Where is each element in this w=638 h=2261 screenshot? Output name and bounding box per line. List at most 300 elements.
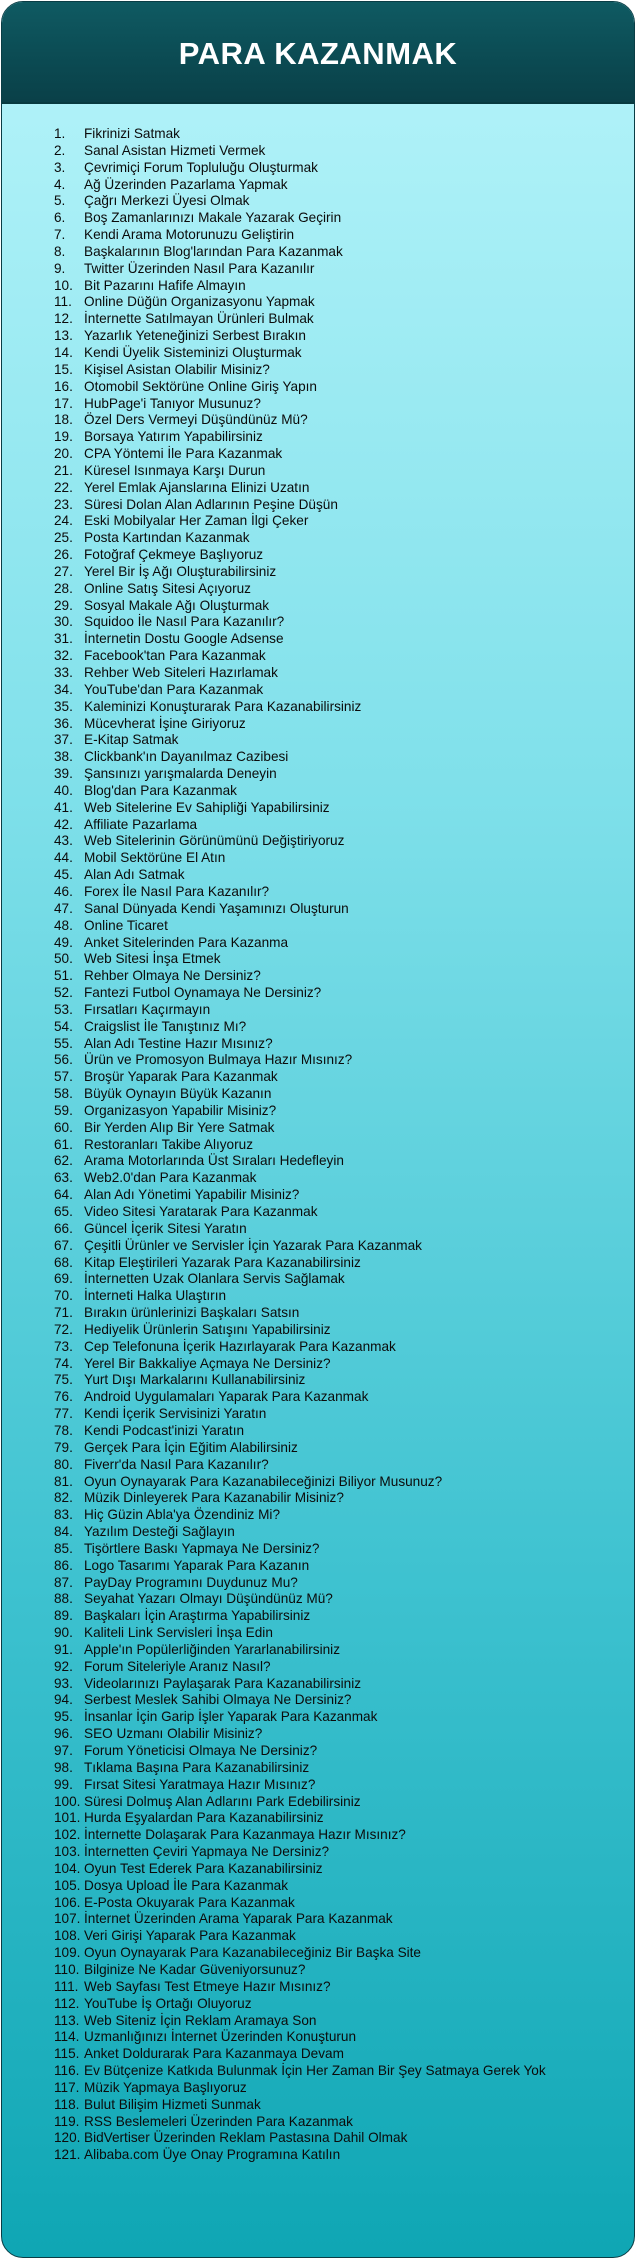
- list-item: [54, 850, 546, 867]
- list-item-number: 22.: [54, 479, 73, 495]
- money-list-panel: [1, 1, 635, 2258]
- list-item-text: Fotoğraf Çekmeye Başlıyoruz: [84, 547, 264, 563]
- list-item-number: 89.: [54, 1608, 73, 1624]
- list-item-number: 44.: [54, 850, 73, 866]
- list-item-text: Mobil Sektörüne El Atın: [84, 850, 226, 866]
- list-item-number: 12.: [54, 311, 73, 327]
- list-item-number: 24.: [54, 513, 73, 529]
- list-item-text: Müzik Dinleyerek Para Kazanabilir Misiniz?: [84, 1490, 344, 1506]
- list-item: [54, 2147, 546, 2164]
- list-item: [54, 665, 546, 682]
- list-item-number: 53.: [54, 1001, 73, 1017]
- list-item: [54, 2046, 546, 2063]
- list-item-number: 80.: [54, 1456, 73, 1472]
- list-item-text: Seyahat Yazarı Olmayı Düşündünüz Mü?: [84, 1591, 333, 1607]
- list-item-text: CPA Yöntemi İle Para Kazanmak: [84, 446, 283, 462]
- list-item: [54, 614, 546, 631]
- list-item-text: Apple'ın Popülerliğinden Yararlanabilirsiniz: [84, 1641, 340, 1657]
- list-item: [54, 732, 546, 749]
- list-item-text: Bit Pazarını Hafife Almayın: [84, 277, 246, 293]
- list-item-number: 77.: [54, 1406, 73, 1422]
- list-item: [54, 1086, 546, 1103]
- list-item: [54, 1844, 546, 1861]
- list-item-text: Yerel Bir Bakkaliye Açmaya Ne Dersiniz?: [84, 1355, 331, 1371]
- list-item: [54, 244, 546, 261]
- list-item-text: Videolarınızı Paylaşarak Para Kazanabilirsiniz: [84, 1675, 362, 1691]
- list-item: [54, 1928, 546, 1945]
- list-item-number: 64.: [54, 1187, 73, 1203]
- list-item-text: Forum Yöneticisi Olmaya Ne Dersiniz?: [84, 1743, 318, 1758]
- list-item-number: 69.: [54, 1271, 73, 1287]
- list-item-number: 1.: [54, 126, 66, 141]
- list-item-number: 39.: [54, 766, 73, 782]
- list-item-number: 63.: [54, 1170, 73, 1186]
- list-item-text: Web Sitesi İnşa Etmek: [84, 951, 221, 967]
- list-item: [54, 1322, 546, 1339]
- list-item-number: 93.: [54, 1675, 73, 1691]
- list-item: [54, 901, 546, 918]
- list-item-number: 73.: [54, 1338, 73, 1354]
- list-item: [54, 2114, 546, 2131]
- list-item-text: Restoranları Takibe Alıyoruz: [84, 1136, 253, 1152]
- list-item: [54, 648, 546, 665]
- list-item: [54, 1221, 546, 1238]
- list-item-text: Bilginize Ne Kadar Güveniyorsunuz?: [84, 1961, 306, 1977]
- list-item: [54, 1743, 546, 1760]
- list-item-text: Küresel Isınmaya Karşı Durun: [84, 462, 266, 478]
- list-item: [54, 1979, 546, 1996]
- list-item-text: Fiverr'da Nasıl Para Kazanılır?: [84, 1456, 269, 1472]
- list-item-number: 83.: [54, 1507, 73, 1523]
- list-item: [54, 480, 546, 497]
- list-item-text: Rehber Web Siteleri Hazırlamak: [84, 665, 278, 680]
- list-item-text: Borsaya Yatırım Yapabilirsiniz: [84, 429, 263, 445]
- list-item-text: Müzik Yapmaya Başlıyoruz: [84, 2079, 247, 2095]
- list-item-number: 91.: [54, 1641, 73, 1657]
- list-item: [54, 1945, 546, 1962]
- list-item-text: Kendi İçerik Servisinizi Yaratın: [84, 1406, 267, 1422]
- list-item-number: 32.: [54, 648, 73, 664]
- list-item-text: Logo Tasarımı Yaparak Para Kazanın: [84, 1557, 310, 1573]
- list-item-number: 115.: [54, 2046, 80, 2062]
- list-item-number: 61.: [54, 1136, 73, 1152]
- list-item-text: Çevrimiçi Forum Topluluğu Oluşturmak: [84, 159, 318, 175]
- list-item: [54, 1204, 546, 1221]
- list-item: [54, 1996, 546, 2013]
- list-item: [54, 1794, 546, 1811]
- list-item-text: Squidoo İle Nasıl Para Kazanılır?: [84, 614, 285, 630]
- list-item-number: 19.: [54, 429, 73, 445]
- list-item: [54, 985, 546, 1002]
- list-item-number: 109.: [54, 1945, 81, 1961]
- list-item-text: İnternetten Uzak Olanlara Servis Sağlamak: [84, 1271, 345, 1287]
- list-item-text: Güncel İçerik Sitesi Yaratın: [84, 1220, 247, 1236]
- list-item: [54, 143, 546, 160]
- list-item-number: 107.: [54, 1911, 81, 1927]
- list-item: [54, 362, 546, 379]
- list-item-text: Eski Mobilyalar Her Zaman İlgi Çeker: [84, 513, 309, 529]
- list-item: [54, 1052, 546, 1069]
- list-item-text: Gerçek Para İçin Eğitim Alabilirsiniz: [84, 1439, 298, 1455]
- list-item-text: Web Sitelerine Ev Sahipliği Yapabilirsiniz: [84, 799, 330, 815]
- list-item-number: 96.: [54, 1726, 73, 1742]
- list-item-number: 38.: [54, 749, 73, 765]
- list-item: [54, 126, 546, 143]
- list-item-text: Uzmanlığınızı İnternet Üzerinden Konuşturun: [84, 2029, 357, 2045]
- list-item-number: 112.: [54, 1995, 80, 2011]
- list-item: [54, 210, 546, 227]
- list-item-number: 94.: [54, 1692, 73, 1708]
- list-item-text: Çeşitli Ürünler ve Servisler İçin Yazarak Para Kazanmak: [84, 1237, 422, 1253]
- list-item-text: SEO Uzmanı Olabilir Misiniz?: [84, 1726, 263, 1742]
- list-item: [54, 1305, 546, 1322]
- list-item-number: 65.: [54, 1204, 73, 1219]
- list-item-text: Android Uygulamaları Yaparak Para Kazanmak: [84, 1389, 369, 1405]
- list-item-text: HubPage'i Tanıyor Musunuz?: [84, 395, 261, 411]
- list-item: [54, 311, 546, 328]
- list-item-number: 37.: [54, 732, 73, 748]
- list-item-number: 81.: [54, 1473, 73, 1489]
- list-item-text: Kendi Arama Motorunuzu Geliştirin: [84, 227, 295, 243]
- list-item: [54, 699, 546, 716]
- list-item-number: 40.: [54, 782, 73, 798]
- list-item: [54, 749, 546, 766]
- list-item: [54, 716, 546, 733]
- list-item: [54, 2013, 546, 2030]
- list-item-text: Boş Zamanlarınızı Makale Yazarak Geçirin: [84, 210, 342, 226]
- list-item: [54, 1895, 546, 1912]
- list-item: [54, 564, 546, 581]
- list-item-number: 105.: [54, 1877, 81, 1893]
- list-item-number: 15.: [54, 361, 73, 377]
- list-item-text: İnternette Dolaşarak Para Kazanmaya Hazır Mısınız?: [84, 1827, 406, 1843]
- list-item-number: 10.: [54, 277, 73, 293]
- list-item-number: 75.: [54, 1372, 73, 1388]
- list-item-number: 86.: [54, 1557, 73, 1573]
- list-item-text: Oyun Oynayarak Para Kazanabileceğiniz Bir Başka Site: [84, 1945, 421, 1961]
- list-item: [54, 1490, 546, 1507]
- list-item-text: Tıklama Başına Para Kazanabilirsiniz: [84, 1759, 310, 1775]
- list-item-text: Kitap Eleştirileri Yazarak Para Kazanabilirsiniz: [84, 1254, 361, 1270]
- list-item-number: 118.: [54, 2096, 80, 2112]
- list-item-number: 76.: [54, 1389, 73, 1405]
- list-item-text: Veri Girişi Yaparak Para Kazanmak: [84, 1928, 296, 1944]
- list-item-text: Craigslist İle Tanıştınız Mı?: [84, 1018, 247, 1034]
- list-item-number: 114.: [54, 2029, 80, 2045]
- list-item: [54, 1406, 546, 1423]
- list-item-number: 72.: [54, 1321, 73, 1337]
- list-item: [54, 497, 546, 514]
- list-item-text: Hiç Güzin Abla'ya Özendiniz Mi?: [84, 1507, 281, 1523]
- list-item: [54, 1692, 546, 1709]
- list-item: [54, 1170, 546, 1187]
- list-item: [54, 1238, 546, 1255]
- list-item-number: 98.: [54, 1759, 73, 1775]
- list-item: [54, 1962, 546, 1979]
- list-item-text: Kaliteli Link Servisleri İnşa Edin: [84, 1625, 273, 1641]
- list-item-text: İnternet Üzerinden Arama Yaparak Para Kazanmak: [84, 1911, 393, 1927]
- list-item: [54, 1187, 546, 1204]
- list-item-text: Web2.0'dan Para Kazanmak: [84, 1170, 257, 1186]
- list-item-number: 33.: [54, 665, 73, 680]
- list-item: [54, 1457, 546, 1474]
- list-item-number: 17.: [54, 395, 73, 411]
- list-item: [54, 1069, 546, 1086]
- list-item: [54, 278, 546, 295]
- list-item-text: BidVertiser Üzerinden Reklam Pastasına Dahil Olmak: [84, 2130, 408, 2146]
- list-item-text: Rehber Olmaya Ne Dersiniz?: [84, 968, 261, 984]
- list-item-number: 117.: [54, 2079, 80, 2095]
- list-item: [54, 951, 546, 968]
- list-item-number: 101.: [54, 1810, 81, 1826]
- list-item-text: Oyun Oynayarak Para Kazanabileceğinizi Biliyor Musunuz?: [84, 1473, 443, 1489]
- list-item-number: 70.: [54, 1288, 73, 1304]
- list-item-text: Web Sayfası Test Etmeye Hazır Mısınız?: [84, 1978, 331, 1994]
- list-item: [54, 379, 546, 396]
- list-item-text: Serbest Meslek Sahibi Olmaya Ne Dersiniz?: [84, 1692, 352, 1708]
- list-item: [54, 1625, 546, 1642]
- list-item-text: Yazılım Desteği Sağlayın: [84, 1524, 235, 1540]
- list-item-number: 57.: [54, 1069, 73, 1085]
- list-item-number: 78.: [54, 1422, 73, 1438]
- list-item-number: 52.: [54, 985, 73, 1001]
- list-item-text: Alan Adı Testine Hazır Mısınız?: [84, 1035, 273, 1051]
- list-item: [54, 1356, 546, 1373]
- list-item: [54, 1777, 546, 1794]
- list-item-text: Mücevherat İşine Giriyoruz: [84, 715, 246, 731]
- list-item-number: 6.: [54, 210, 66, 226]
- list-item-number: 120.: [54, 2130, 81, 2146]
- list-item-text: Anket Doldurarak Para Kazanmaya Devam: [84, 2046, 344, 2062]
- list-item-text: İnterneti Halka Ulaştırın: [84, 1288, 227, 1304]
- list-item: [54, 598, 546, 615]
- list-item: [54, 1575, 546, 1592]
- list-item: [54, 547, 546, 564]
- list-item-number: 104.: [54, 1860, 81, 1876]
- list-item-number: 108.: [54, 1928, 81, 1944]
- page-title: PARA KAZANMAK: [178, 36, 458, 71]
- list-item: [54, 1911, 546, 1928]
- list-item-text: Posta Kartından Kazanmak: [84, 530, 250, 546]
- list-item: [54, 918, 546, 935]
- list-item-number: 106.: [54, 1894, 81, 1910]
- list-item-text: Organizasyon Yapabilir Misiniz?: [84, 1102, 277, 1118]
- list-item-text: Bir Yerden Alıp Bir Yere Satmak: [84, 1119, 275, 1135]
- list-item-number: 59.: [54, 1102, 73, 1118]
- list-item: [54, 1709, 546, 1726]
- list-item-number: 47.: [54, 900, 73, 916]
- list-item: [54, 766, 546, 783]
- list-item-text: Facebook'tan Para Kazanmak: [84, 648, 266, 664]
- list-item-number: 100.: [54, 1793, 81, 1809]
- list-item-number: 74.: [54, 1355, 73, 1371]
- list-item: [54, 833, 546, 850]
- list-item-number: 79.: [54, 1439, 73, 1455]
- list-item-number: 58.: [54, 1086, 73, 1102]
- list-item: [54, 446, 546, 463]
- list-item-text: Başkaları İçin Araştırma Yapabilirsiniz: [84, 1608, 311, 1624]
- list-item: [54, 463, 546, 480]
- list-item-number: 41.: [54, 799, 73, 815]
- list-item: [54, 1440, 546, 1457]
- list-item-number: 31.: [54, 631, 73, 647]
- list-item: [54, 1726, 546, 1743]
- list-item: [54, 935, 546, 952]
- list-item-number: 92.: [54, 1658, 73, 1674]
- list-item: [54, 1676, 546, 1693]
- list-item-text: İnsanlar İçin Garip İşler Yaparak Para Kazanmak: [84, 1709, 378, 1725]
- list-item-number: 95.: [54, 1709, 73, 1725]
- list-item-text: Sosyal Makale Ağı Oluşturmak: [84, 597, 270, 613]
- list-item: [54, 631, 546, 648]
- list-item-number: 5.: [54, 193, 66, 209]
- list-item: [54, 1608, 546, 1625]
- list-item: [54, 1474, 546, 1491]
- list-item: [54, 294, 546, 311]
- list-item-text: Anket Sitelerinden Para Kazanma: [84, 934, 289, 950]
- list-item: [54, 1541, 546, 1558]
- list-item-number: 45.: [54, 867, 73, 883]
- header-bar: [2, 2, 634, 104]
- list-item: [54, 160, 546, 177]
- list-item-text: Süresi Dolmuş Alan Adlarını Park Edebilirsiniz: [84, 1793, 361, 1809]
- list-item: [54, 261, 546, 278]
- list-item-text: PayDay Programını Duydunuz Mu?: [84, 1574, 298, 1590]
- list-item-text: Web Sitelerinin Görünümünü Değiştiriyoruz: [84, 833, 345, 849]
- list-item-number: 84.: [54, 1524, 73, 1540]
- list-item-text: YouTube'dan Para Kazanmak: [84, 681, 264, 697]
- list-item-number: 87.: [54, 1574, 73, 1590]
- list-item: [54, 328, 546, 345]
- list-item-text: Süresi Dolan Alan Adlarının Peşine Düşün: [84, 496, 338, 512]
- list-item-number: 14.: [54, 344, 73, 360]
- list-item-text: Hurda Eşyalardan Para Kazanabilirsiniz: [84, 1810, 324, 1826]
- list-item-text: Alibaba.com Üye Onay Programına Katılın: [84, 2147, 341, 2163]
- list-item-number: 20.: [54, 446, 73, 462]
- list-item: [54, 396, 546, 413]
- list-item-number: 25.: [54, 530, 73, 546]
- list-item: [54, 2130, 546, 2147]
- list-item-number: 67.: [54, 1237, 73, 1253]
- list-item: [54, 1423, 546, 1440]
- list-item: [54, 1019, 546, 1036]
- list-item-number: 49.: [54, 934, 73, 950]
- list-item-text: Yurt Dışı Markalarını Kullanabilirsiniz: [84, 1372, 306, 1388]
- list-item: [54, 2097, 546, 2114]
- list-item: [54, 884, 546, 901]
- list-item: [54, 2080, 546, 2097]
- list-item-number: 71.: [54, 1305, 73, 1321]
- list-item: [54, 1659, 546, 1676]
- list-item: [54, 1389, 546, 1406]
- list-item: [54, 1507, 546, 1524]
- list-item-number: 18.: [54, 412, 73, 428]
- list-item-number: 2.: [54, 142, 66, 158]
- list-item-text: Yerel Emlak Ajanslarına Elinizi Uzatın: [84, 479, 310, 495]
- list-item-number: 116.: [54, 2063, 80, 2079]
- list-item-text: Sanal Asistan Hizmeti Vermek: [84, 142, 266, 158]
- list-item: [54, 1103, 546, 1120]
- list-item-number: 111.: [54, 1978, 79, 1994]
- list-item: [54, 800, 546, 817]
- list-item-text: Ev Bütçenize Katkıda Bulunmak İçin Her Zaman Bir Şey Satmaya Gerek Yok: [84, 2063, 546, 2079]
- list-item: [54, 682, 546, 699]
- list-item-text: Fırsatları Kaçırmayın: [84, 1001, 211, 1017]
- list-item-number: 119.: [54, 2113, 80, 2129]
- list-item-text: Fantezi Futbol Oynamaya Ne Dersiniz?: [84, 985, 322, 1001]
- list-item-text: Bırakın ürünlerinizi Başkaları Satsın: [84, 1305, 300, 1321]
- list-item-number: 28.: [54, 580, 73, 596]
- list-item-number: 88.: [54, 1591, 73, 1607]
- list-item: [54, 1002, 546, 1019]
- list-item-number: 27.: [54, 563, 73, 579]
- list-item-number: 56.: [54, 1052, 73, 1068]
- list-item: [54, 412, 546, 429]
- list-item-text: Çağrı Merkezi Üyesi Olmak: [84, 193, 250, 209]
- list-item-number: 23.: [54, 496, 73, 512]
- list-item-text: E-Posta Okuyarak Para Kazanmak: [84, 1894, 295, 1910]
- list-item-text: Sanal Dünyada Kendi Yaşamınızı Oluşturun: [84, 900, 349, 916]
- list-item-text: Kişisel Asistan Olabilir Misiniz?: [84, 361, 270, 377]
- list-item: [54, 1591, 546, 1608]
- list-item-text: Özel Ders Vermeyi Düşündünüz Mü?: [84, 412, 308, 428]
- list-item: [54, 1878, 546, 1895]
- list-item-number: 3.: [54, 159, 66, 175]
- list-item-text: Clickbank'ın Dayanılmaz Cazibesi: [84, 749, 289, 765]
- list-item-text: Web Siteniz İçin Reklam Aramaya Son: [84, 2012, 317, 2028]
- list-item: [54, 968, 546, 985]
- list-item-number: 51.: [54, 968, 73, 984]
- list-item-text: Affiliate Pazarlama: [84, 816, 198, 832]
- list-item-number: 50.: [54, 951, 73, 967]
- list-item-number: 26.: [54, 547, 73, 563]
- list-item-number: 97.: [54, 1743, 73, 1758]
- list-item: [54, 1036, 546, 1053]
- list-item-number: 113.: [54, 2012, 80, 2028]
- list-item: [54, 581, 546, 598]
- list-item-number: 42.: [54, 816, 73, 832]
- list-item: [54, 2029, 546, 2046]
- list-item-number: 4.: [54, 176, 66, 192]
- list-item-number: 11.: [54, 294, 72, 310]
- list-item-number: 13.: [54, 328, 73, 344]
- ideas-list: [54, 126, 546, 2164]
- list-item-text: Başkalarının Blog'larından Para Kazanmak: [84, 243, 343, 259]
- list-item: [54, 1760, 546, 1777]
- list-item: [54, 193, 546, 210]
- list-item-text: Hediyelik Ürünlerin Satışını Yapabilirsiniz: [84, 1321, 331, 1337]
- list-item: [54, 1372, 546, 1389]
- list-item-text: Kendi Podcast'inizi Yaratın: [84, 1422, 245, 1438]
- list-item: [54, 1642, 546, 1659]
- list-item: [54, 867, 546, 884]
- list-item-number: 103.: [54, 1844, 81, 1860]
- list-item: [54, 1861, 546, 1878]
- list-item-text: Kaleminizi Konuşturarak Para Kazanabilirsiniz: [84, 698, 362, 714]
- list-item-text: Yerel Bir İş Ağı Oluşturabilirsiniz: [84, 563, 277, 579]
- list-item: [54, 345, 546, 362]
- list-item-number: 85.: [54, 1540, 73, 1556]
- list-item-number: 48.: [54, 917, 73, 933]
- list-item-text: Broşür Yaparak Para Kazanmak: [84, 1069, 278, 1085]
- list-item-number: 30.: [54, 614, 73, 630]
- list-item: [54, 1827, 546, 1844]
- list-item-number: 8.: [54, 243, 66, 259]
- list-item-number: 35.: [54, 698, 73, 714]
- list-item-text: Fikrinizi Satmak: [84, 126, 180, 141]
- list-item-number: 66.: [54, 1220, 73, 1236]
- list-item-text: Twitter Üzerinden Nasıl Para Kazanılır: [84, 260, 315, 276]
